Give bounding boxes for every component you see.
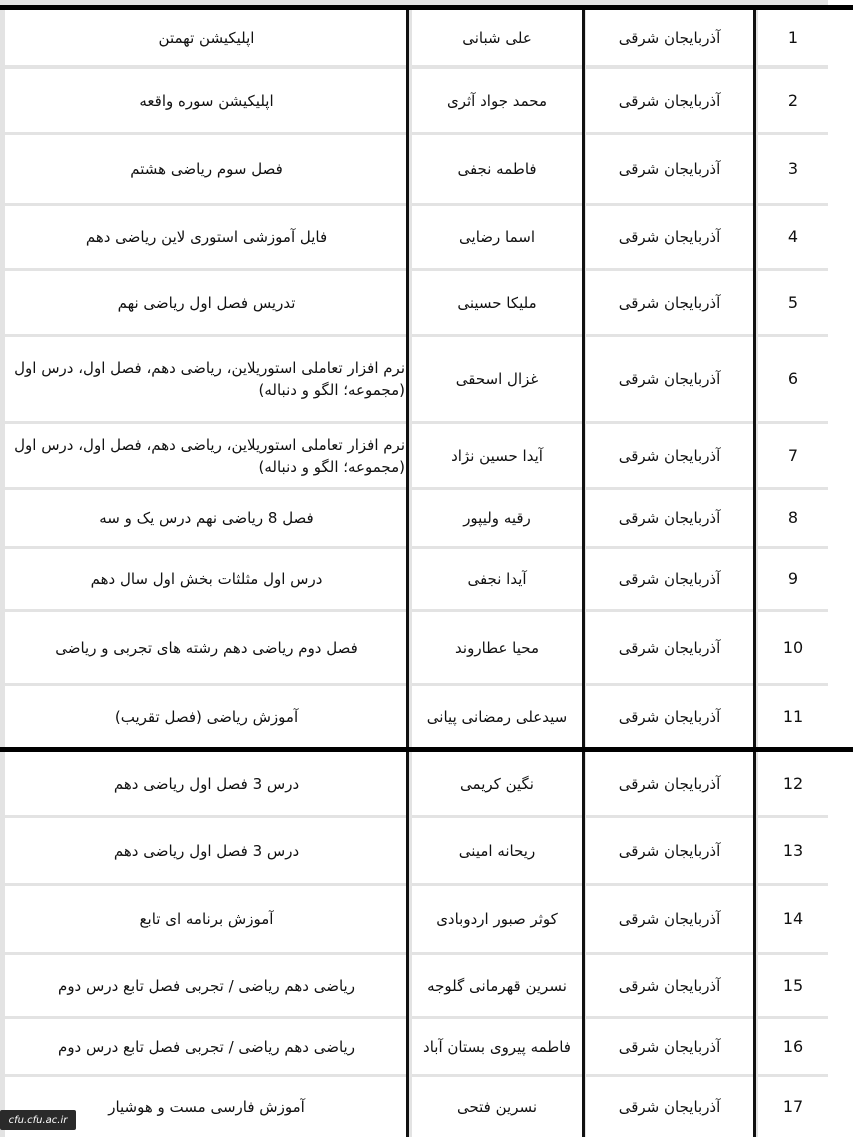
table-row — [0, 490, 853, 546]
project-title-cell: اپلیکیشن تهمتن — [5, 10, 408, 65]
row-number: 4 — [758, 206, 828, 268]
province-cell: آذربایجان شرقی — [586, 10, 753, 65]
table-row — [0, 271, 853, 334]
person-name-cell: آیدا حسین نژاد — [412, 424, 582, 487]
person-name-cell: فاطمه نجفی — [412, 135, 582, 203]
person-name-cell: سیدعلی رمضانی پیانی — [412, 686, 582, 747]
row-number: 3 — [758, 135, 828, 203]
site-watermark: cfu.cfu.ac.ir — [0, 1110, 76, 1130]
province-cell: آذربایجان شرقی — [586, 490, 753, 546]
table-row — [0, 337, 853, 421]
person-name-cell: ریحانه امینی — [412, 818, 582, 883]
row-number: 5 — [758, 271, 828, 334]
project-title-cell: فصل سوم ریاضی هشتم — [5, 135, 408, 203]
province-cell: آذربایجان شرقی — [586, 135, 753, 203]
table-row — [0, 955, 853, 1016]
table-row — [0, 135, 853, 203]
table-row — [0, 424, 853, 487]
table-row — [0, 612, 853, 683]
person-name-cell: ملیکا حسینی — [412, 271, 582, 334]
row-number: 6 — [758, 337, 828, 421]
province-cell: آذربایجان شرقی — [586, 206, 753, 268]
person-name-cell: اسما رضایی — [412, 206, 582, 268]
project-title-cell: فایل آموزشی استوری لاین ریاضی دهم — [5, 206, 408, 268]
province-cell: آذربایجان شرقی — [586, 955, 753, 1016]
province-cell: آذربایجان شرقی — [586, 69, 753, 132]
person-name-cell: آیدا نجفی — [412, 549, 582, 609]
row-number: 12 — [758, 752, 828, 815]
person-name-cell: محیا عطاروند — [412, 612, 582, 683]
province-cell: آذربایجان شرقی — [586, 612, 753, 683]
province-cell: آذربایجان شرقی — [586, 424, 753, 487]
person-name-cell: علی شبانی — [412, 10, 582, 65]
table-row — [0, 752, 853, 815]
province-cell: آذربایجان شرقی — [586, 271, 753, 334]
person-name-cell: محمد جواد آثری — [412, 69, 582, 132]
province-cell: آذربایجان شرقی — [586, 752, 753, 815]
project-title-cell: فصل 8 ریاضی نهم درس یک و سه — [5, 490, 408, 546]
project-title-cell: درس اول مثلثات بخش اول سال دهم — [5, 549, 408, 609]
project-title-cell: نرم افزار تعاملی استوریلاین، ریاضی دهم، فصل اول، درس اول (مجموعه؛ الگو و دنباله) — [5, 337, 408, 421]
table-row — [0, 1019, 853, 1074]
province-cell: آذربایجان شرقی — [586, 1077, 753, 1137]
project-title-cell: درس 3 فصل اول ریاضی دهم — [5, 752, 408, 815]
person-name-cell: نسرین فتحی — [412, 1077, 582, 1137]
table-row — [0, 1077, 853, 1137]
province-cell: آذربایجان شرقی — [586, 686, 753, 747]
project-title-cell: آموزش ریاضی (فصل تقریب) — [5, 686, 408, 747]
person-name-cell: غزال اسحقی — [412, 337, 582, 421]
row-number: 9 — [758, 549, 828, 609]
row-number: 16 — [758, 1019, 828, 1074]
project-title-cell: اپلیکیشن سوره واقعه — [5, 69, 408, 132]
row-number: 7 — [758, 424, 828, 487]
table-row — [0, 686, 853, 747]
page-break-rule — [0, 747, 853, 752]
person-name-cell: فاطمه پیروی بستان آباد — [412, 1019, 582, 1074]
project-title-cell: ریاضی دهم ریاضی / تجربی فصل تابع درس دوم — [5, 955, 408, 1016]
project-title-cell: فصل دوم ریاضی دهم رشته های تجربی و ریاضی — [5, 612, 408, 683]
project-title-cell: آموزش برنامه ای تابع — [5, 886, 408, 952]
row-number: 13 — [758, 818, 828, 883]
table-row — [0, 549, 853, 609]
row-number: 2 — [758, 69, 828, 132]
table-row — [0, 206, 853, 268]
column-divider — [582, 10, 585, 1137]
project-title-cell: نرم افزار تعاملی استوریلاین، ریاضی دهم، فصل اول، درس اول (مجموعه؛ الگو و دنباله) — [5, 424, 408, 487]
row-number: 14 — [758, 886, 828, 952]
table-row — [0, 886, 853, 952]
row-number: 11 — [758, 686, 828, 747]
column-divider — [753, 10, 756, 1137]
province-cell: آذربایجان شرقی — [586, 549, 753, 609]
row-number: 15 — [758, 955, 828, 1016]
province-cell: آذربایجان شرقی — [586, 818, 753, 883]
page-margin — [828, 0, 853, 1137]
person-name-cell: کوثر صبور اردوبادی — [412, 886, 582, 952]
table-row — [0, 69, 853, 132]
column-divider — [406, 10, 409, 1137]
project-title-cell: تدریس فصل اول ریاضی نهم — [5, 271, 408, 334]
top-rule — [0, 5, 853, 10]
row-number: 1 — [758, 10, 828, 65]
row-number: 17 — [758, 1077, 828, 1137]
table-row — [0, 818, 853, 883]
project-title-cell: ریاضی دهم ریاضی / تجربی فصل تابع درس دوم — [5, 1019, 408, 1074]
row-number: 10 — [758, 612, 828, 683]
province-cell: آذربایجان شرقی — [586, 337, 753, 421]
project-title-cell: آموزش فارسی مست و هوشیار — [5, 1077, 408, 1137]
table-row — [0, 10, 853, 65]
province-cell: آذربایجان شرقی — [586, 1019, 753, 1074]
person-name-cell: نسرین قهرمانی گلوجه — [412, 955, 582, 1016]
person-name-cell: رقیه ولیپور — [412, 490, 582, 546]
person-name-cell: نگین کریمی — [412, 752, 582, 815]
project-title-cell: درس 3 فصل اول ریاضی دهم — [5, 818, 408, 883]
province-cell: آذربایجان شرقی — [586, 886, 753, 952]
row-number: 8 — [758, 490, 828, 546]
